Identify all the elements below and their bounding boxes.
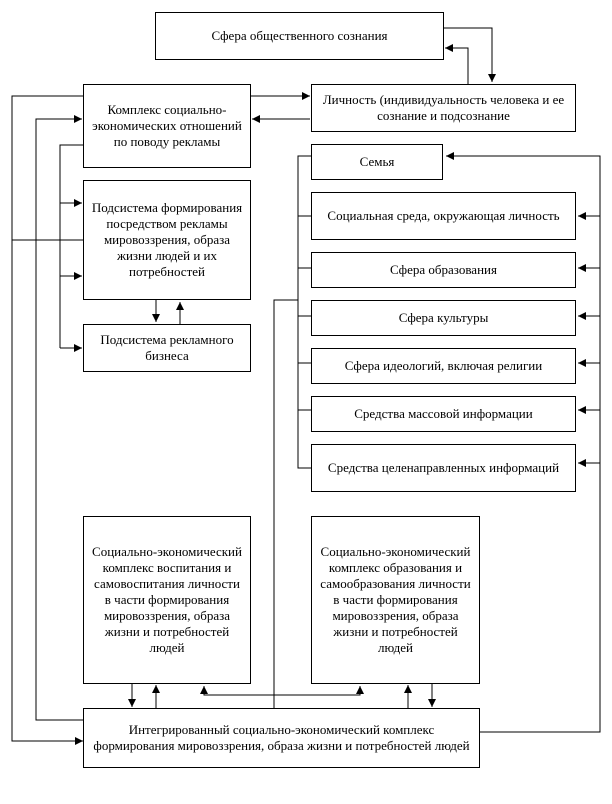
personality-box	[311, 84, 576, 132]
targeted-information-box	[311, 444, 576, 492]
arrow-integrated-to-complex	[36, 119, 83, 720]
socio-economic-complex-label: Комплекс социально-экономических отношений по поводу рекламы	[92, 102, 242, 149]
line-complex-bracket	[60, 145, 83, 348]
worldview-subsystem-label: Подсистема формирования посредством рекламы мировоззрения, образа жизни людей и их потребностей	[91, 200, 243, 279]
ad-business-subsystem-box	[83, 324, 251, 372]
family-box	[311, 144, 443, 180]
worldview-subsystem-box	[83, 180, 251, 300]
education-sphere-box	[311, 252, 576, 288]
education-complex-label: Социально-экономический комплекс образования и самообразования личности в части формирования мировоззрения, образа жизни и потребностей людей	[320, 544, 471, 655]
social-environment-label: Социальная среда, окружающая личность	[327, 208, 560, 223]
line-spheres-bracket	[298, 156, 311, 468]
targeted-information-label: Средства целенаправленных информаций	[327, 460, 560, 475]
ideology-sphere-box	[311, 348, 576, 384]
arrow-personality-to-consciousness	[445, 48, 468, 84]
arrow-spread-to-upbringing	[204, 686, 274, 695]
culture-sphere-box	[311, 300, 576, 336]
upbringing-complex-box	[83, 516, 251, 684]
education-sphere-label: Сфера образования	[390, 262, 497, 277]
socio-economic-complex-box	[83, 84, 251, 168]
arrow-consciousness-to-personality	[443, 28, 492, 82]
public-consciousness-label: Сфера общественного сознания	[211, 28, 388, 43]
line-spheres-to-integrated	[274, 300, 298, 708]
personality-label: Личность (индивидуальность человека и ее сознание и подсознание	[322, 92, 565, 123]
arrow-spread-to-education-complex	[274, 686, 360, 695]
public-consciousness-box	[155, 12, 444, 60]
family-label: Семья	[359, 154, 395, 169]
culture-sphere-label: Сфера культуры	[398, 310, 489, 325]
mass-media-box	[311, 396, 576, 432]
ad-business-subsystem-label: Подсистема рекламного бизнеса	[100, 332, 234, 363]
education-complex-box	[311, 516, 480, 684]
integrated-complex-box	[83, 708, 480, 768]
arrow-outer-left-loop	[12, 96, 83, 741]
ideology-sphere-label: Сфера идеологий, включая религии	[344, 358, 543, 373]
mass-media-label: Средства массовой информации	[354, 406, 533, 421]
upbringing-complex-label: Социально-экономический комплекс воспитания и самовоспитания личности в части формирования мировоззрения, образа жизни и потребностей людей	[92, 544, 242, 655]
integrated-complex-label: Интегрированный социально-экономический комплекс формирования мировоззрения, образа жизни и потребностей людей	[93, 722, 470, 753]
social-environment-box	[311, 192, 576, 240]
